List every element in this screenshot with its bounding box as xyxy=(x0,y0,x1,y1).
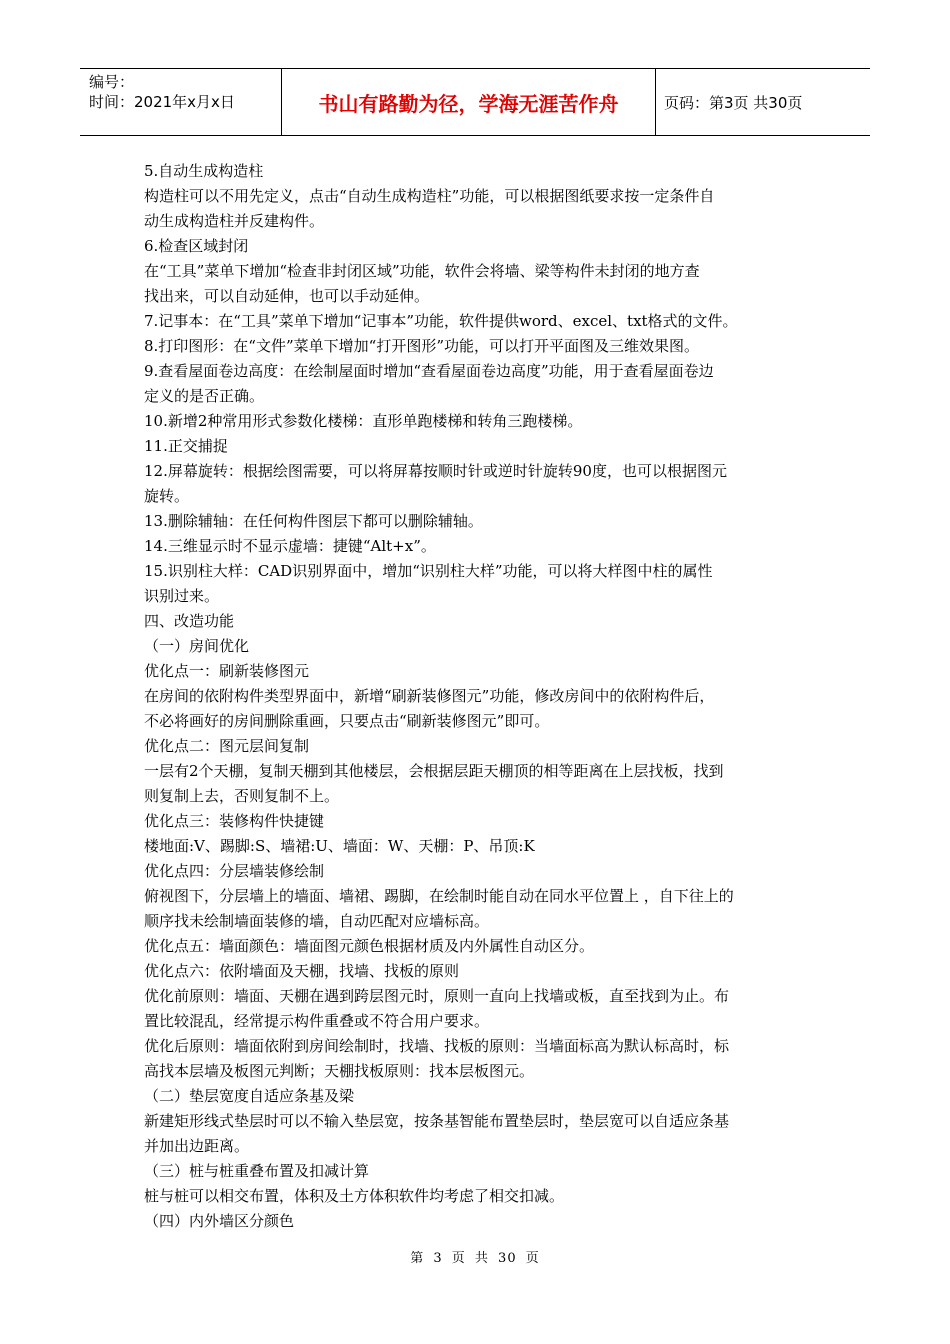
header-page-info: 页码：第3页 共30页 xyxy=(664,93,803,112)
body-text-line: 识别过来。 xyxy=(144,587,220,605)
header-motto: 书山有路勤为径，学海无涯苦作舟 xyxy=(282,69,656,135)
body-text-line: 新建矩形线式垫层时可以不输入垫层宽，按条基智能布置垫层时，垫层宽可以自适应条基 xyxy=(144,1112,730,1130)
body-text-line: 7.记事本：在“工具”菜单下增加“记事本”功能，软件提供word、excel、txt格式的文件。 xyxy=(144,312,738,330)
body-text-line: 10.新增2种常用形式参数化楼梯：直形单跑楼梯和转角三跑楼梯。 xyxy=(144,412,583,430)
body-text-line: 优化点三：装修构件快捷键 xyxy=(144,812,325,830)
document-date: 时间：2021年x月x日 xyxy=(89,93,235,111)
body-text-line: 优化点一：刷新装修图元 xyxy=(144,662,310,680)
body-text-line: 旋转。 xyxy=(144,487,190,505)
header-meta xyxy=(80,69,282,135)
body-text-line: 15.识别柱大样：CAD识别界面中，增加“识别柱大样”功能，可以将大样图中柱的属性 xyxy=(144,562,713,580)
body-text-line: 俯视图下，分层墙上的墙面、墙裙、踢脚，在绘制时能自动在同水平位置上 ，自下往上的 xyxy=(144,887,734,905)
body-text-line: 则复制上去，否则复制不上。 xyxy=(144,787,340,805)
body-text-line: 顺序找未绘制墙面装修的墙，自动匹配对应墙标高。 xyxy=(144,912,490,930)
body-text-line: 14.三维显示时不显示虚墙：捷键“Alt+x”。 xyxy=(144,537,436,555)
body-text-line: 四、改造功能 xyxy=(144,612,235,630)
body-text-line: 找出来，可以自动延伸，也可以手动延伸。 xyxy=(144,287,430,305)
document-body xyxy=(144,159,814,1234)
body-text-line: 并加出边距离。 xyxy=(144,1137,250,1155)
body-text-line: 13.删除辅轴：在任何构件图层下都可以删除辅轴。 xyxy=(144,512,483,530)
body-text-line: 高找本层墙及板图元判断；天棚找板原则：找本层板图元。 xyxy=(144,1062,535,1080)
body-text-line: 9.查看屋面卷边高度：在绘制屋面时增加“查看屋面卷边高度”功能，用于查看屋面卷边 xyxy=(144,362,714,380)
body-text-line: 楼地面:V、踢脚:S、墙裙:U、墙面：W、天棚：P、吊顶:K xyxy=(144,837,535,855)
body-text-line: 6.检查区域封闭 xyxy=(144,237,249,255)
body-text-line: （一）房间优化 xyxy=(144,637,250,655)
body-text-line: 置比较混乱，经常提示构件重叠或不符合用户要求。 xyxy=(144,1012,490,1030)
body-text-line: 优化前原则：墙面、天棚在遇到跨层图元时，原则一直向上找墙或板，直至找到为止。布 xyxy=(144,987,730,1005)
body-text-line: （四）内外墙区分颜色 xyxy=(144,1212,295,1230)
body-text-line: 12.屏幕旋转：根据绘图需要，可以将屏幕按顺时针或逆时针旋转90度，也可以根据图元 xyxy=(144,462,727,480)
body-text-line: 优化后原则：墙面依附到房间绘制时，找墙、找板的原则：当墙面标高为默认标高时，标 xyxy=(144,1037,730,1055)
body-text-line: （二）垫层宽度自适应条基及梁 xyxy=(144,1087,355,1105)
body-text-line: （三）桩与桩重叠布置及扣减计算 xyxy=(144,1162,370,1180)
body-text-line: 优化点二：图元层间复制 xyxy=(144,737,310,755)
body-text-line: 定义的是否正确。 xyxy=(144,387,265,405)
page-footer: 第 3 页 共 30 页 xyxy=(410,1251,540,1266)
body-text-line: 在房间的依附构件类型界面中，新增“刷新装修图元”功能，修改房间中的依附构件后， xyxy=(144,687,715,705)
body-text-line: 在“工具”菜单下增加“检查非封闭区域”功能，软件会将墙、梁等构件未封闭的地方查 xyxy=(144,262,700,280)
body-text-line: 5.自动生成构造柱 xyxy=(144,162,264,180)
body-text-line: 不必将画好的房间删除重画，只要点击“刷新装修图元”即可。 xyxy=(144,712,550,730)
body-text-line: 优化点六：依附墙面及天棚，找墙、找板的原则 xyxy=(144,962,460,980)
body-text-line: 8.打印图形：在“文件”菜单下增加“打开图形”功能，可以打开平面图及三维效果图。 xyxy=(144,337,699,355)
body-text-line: 动生成构造柱并反建构件。 xyxy=(144,212,325,230)
body-text-line: 优化点五：墙面颜色：墙面图元颜色根据材质及内外属性自动区分。 xyxy=(144,937,595,955)
body-text-line: 11.正交捕捉 xyxy=(144,437,228,455)
body-text-line: 桩与桩可以相交布置，体积及土方体积软件均考虑了相交扣减。 xyxy=(144,1187,565,1205)
body-text-line: 构造柱可以不用先定义，点击“自动生成构造柱”功能，可以根据图纸要求按一定条件自 xyxy=(144,187,715,205)
page-header xyxy=(80,68,870,136)
document-number-label: 编号： xyxy=(89,73,135,91)
body-text-line: 优化点四：分层墙装修绘制 xyxy=(144,862,325,880)
body-text-line: 一层有2个天棚，复制天棚到其他楼层，会根据层距天棚顶的相等距离在上层找板，找到 xyxy=(144,762,724,780)
